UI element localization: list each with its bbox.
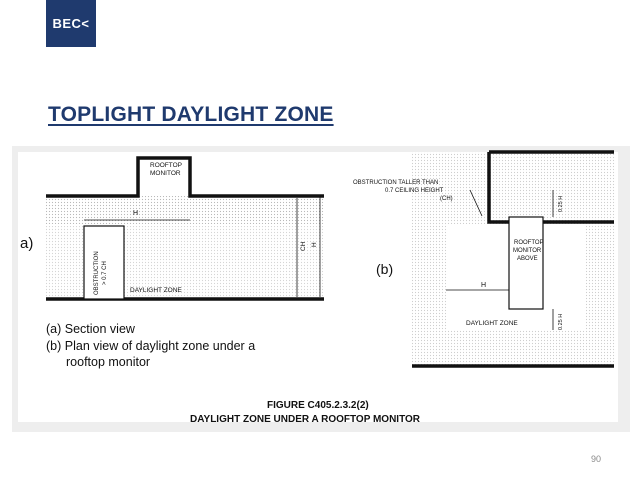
plan-rooftop-monitor <box>509 217 543 309</box>
section-obstruction-line1: OBSTRUCTION <box>94 251 100 295</box>
plan-obstruction-line2: 0.7 CEILING HEIGHT <box>385 188 444 194</box>
section-obstruction-line2: > 0.7 CH <box>102 261 108 285</box>
slide-title: TOPLIGHT DAYLIGHT ZONE <box>48 103 334 126</box>
plan-daylight-zone: DAYLIGHT ZONE <box>466 320 518 327</box>
section-h-vertical-label: H <box>311 242 318 247</box>
plan-h-label: H <box>481 282 487 289</box>
plan-monitor-line2: MONITOR <box>513 248 542 254</box>
section-h-label: H <box>133 210 139 217</box>
caption-section-view: (a) Section view <box>46 322 135 336</box>
plan-label: (b) <box>376 261 394 277</box>
section-label: a) <box>20 235 34 252</box>
caption-plan-view-line2: rooftop monitor <box>66 355 151 369</box>
figure-title: DAYLIGHT ZONE UNDER A ROOFTOP MONITOR <box>190 414 421 425</box>
section-rooftop-monitor-line2: MONITOR <box>150 170 181 177</box>
plan-dim-bottom: 0.25 H <box>558 313 564 330</box>
plan-monitor-line3: ABOVE <box>517 256 538 262</box>
plan-obstruction-line3: (CH) <box>440 196 453 202</box>
section-ch-label: CH <box>300 241 307 251</box>
plan-obstruction-line1: OBSTRUCTION TALLER THAN <box>353 180 439 186</box>
logo-text: BEC< <box>52 16 90 31</box>
plan-dim-top: 0.25 H <box>558 195 564 212</box>
figure-number: FIGURE C405.2.3.2(2) <box>267 400 369 411</box>
page-number: 90 <box>591 454 602 464</box>
plan-monitor-line1: ROOFTOP <box>514 240 544 246</box>
section-daylight-zone: DAYLIGHT ZONE <box>130 287 182 294</box>
section-rooftop-monitor-line1: ROOFTOP <box>150 162 183 169</box>
caption-plan-view-line1: (b) Plan view of daylight zone under a <box>46 339 256 353</box>
